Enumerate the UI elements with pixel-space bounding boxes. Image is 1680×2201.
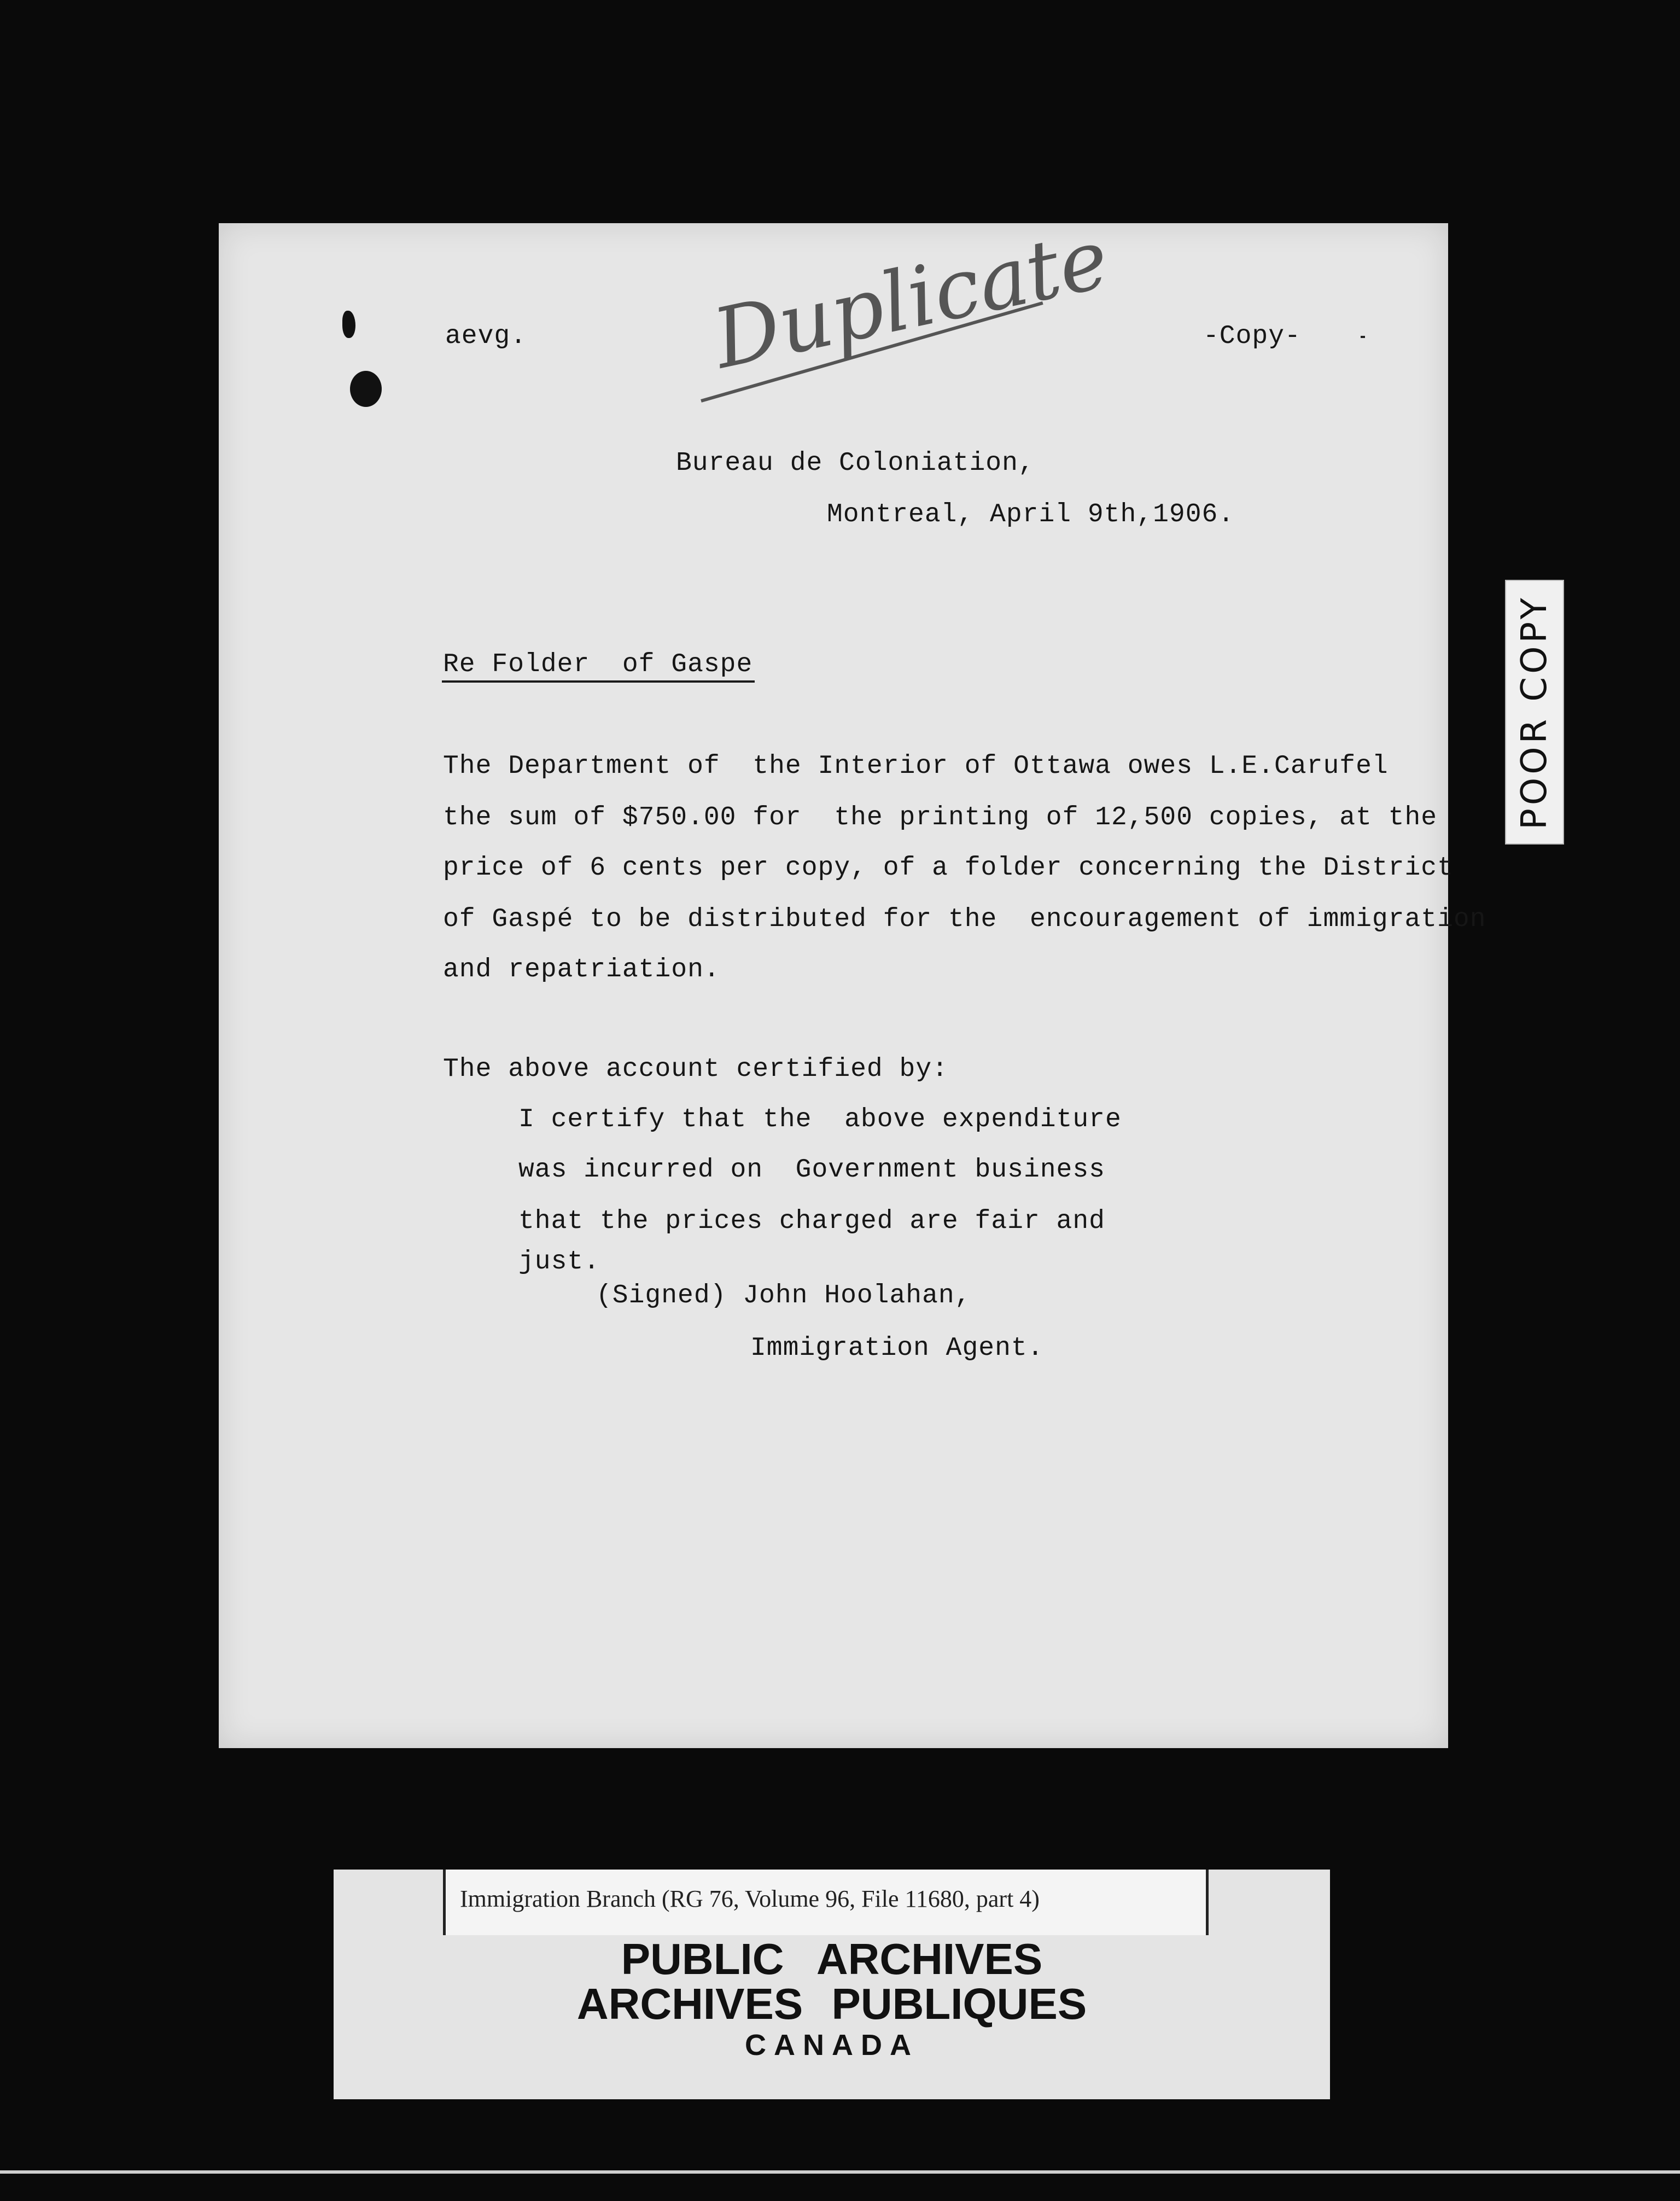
archive-name-french: ARCHIVES PUBLIQUES bbox=[576, 1979, 1087, 2028]
body-line-4: of Gaspé to be distributed for the encouragement of immigration bbox=[443, 905, 1486, 934]
office-heading: Bureau de Coloniation, bbox=[676, 449, 1035, 478]
reference-box bbox=[443, 1870, 1209, 1935]
subject-underline bbox=[442, 680, 755, 683]
initials: aevg. bbox=[445, 322, 527, 351]
cert-line-4: just. bbox=[518, 1247, 600, 1277]
archive-name-english: PUBLIC ARCHIVES bbox=[621, 1935, 1043, 1983]
subject-line: Re Folder of Gaspe bbox=[443, 650, 753, 679]
stray-mark bbox=[1361, 336, 1365, 338]
document-page bbox=[219, 211, 1486, 1748]
poor-copy-text: POOR COPY bbox=[1514, 595, 1555, 830]
certification-intro: The above account certified by: bbox=[443, 1055, 948, 1084]
archive-reference: Immigration Branch (RG 76, Volume 96, File 11680, part 4) bbox=[460, 1885, 1040, 1912]
body-line-5: and repatriation. bbox=[443, 955, 720, 985]
copy-mark: -Copy- bbox=[1203, 322, 1301, 351]
body-line-2: the sum of $750.00 for the printing of 12,500 copies, at the bbox=[443, 803, 1438, 832]
cert-line-1: I certify that the above expenditure bbox=[518, 1105, 1122, 1134]
scan-edge-line bbox=[0, 2170, 1680, 2174]
cert-line-3: that the prices charged are fair and bbox=[518, 1207, 1105, 1236]
body-line-1: The Department of the Interior of Ottawa owes L.E.Carufel bbox=[443, 752, 1389, 781]
archive-country: CANADA bbox=[745, 2029, 919, 2062]
body-line-3: price of 6 cents per copy, of a folder concerning the District bbox=[443, 853, 1454, 883]
archive-label bbox=[334, 1870, 1330, 2099]
place-date: Montreal, April 9th,1906. bbox=[827, 500, 1235, 529]
cert-line-2: was incurred on Government business bbox=[518, 1155, 1105, 1185]
handwritten-note: Duplicate bbox=[705, 211, 1117, 388]
ink-blot-lower bbox=[350, 371, 382, 407]
ink-blot-top bbox=[342, 311, 355, 338]
signature-line: (Signed) John Hoolahan, bbox=[596, 1281, 971, 1311]
signer-title: Immigration Agent. bbox=[750, 1334, 1044, 1363]
poor-copy-stamp bbox=[1505, 580, 1564, 845]
